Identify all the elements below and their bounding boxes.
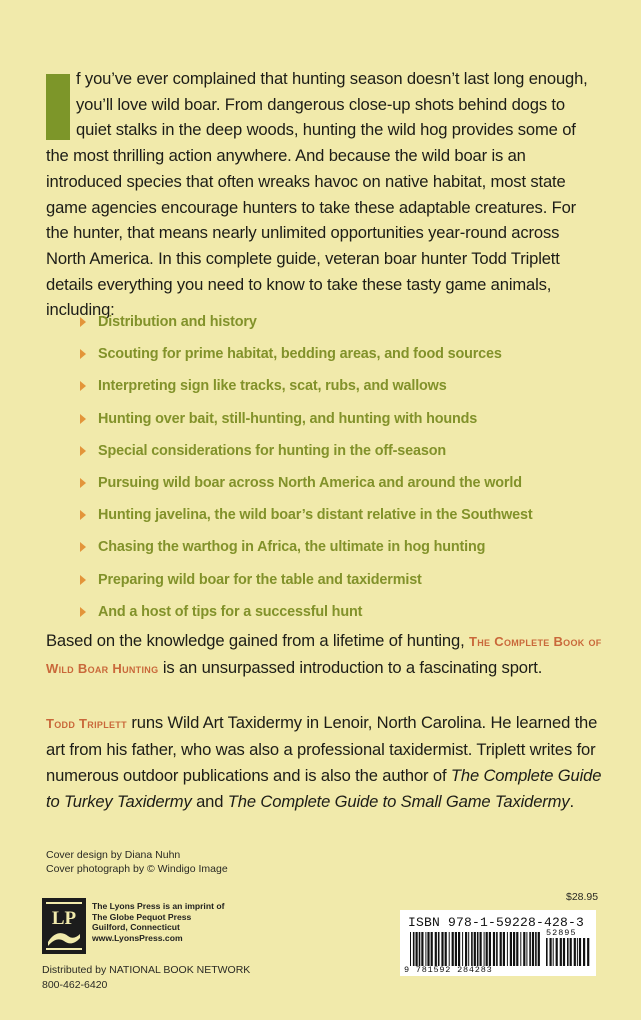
barcode-digits: 9 781592 284283 <box>404 965 493 975</box>
barcode-addon-digits: 52895 <box>546 928 577 938</box>
intro-paragraph <box>46 66 601 323</box>
other-book-title: The Complete Guide to Small Game Taxidermy <box>227 792 570 811</box>
publisher-info: The Lyons Press is an imprint of The Globe Pequot Press Guilford, Connecticut www.LyonsPress.com <box>92 901 225 943</box>
list-item: And a host of tips for a successful hunt <box>80 596 620 628</box>
list-item: Distribution and history <box>80 306 620 338</box>
isbn-barcode <box>400 910 596 976</box>
triangle-bullet-icon <box>80 478 86 488</box>
list-item: Special considerations for hunting in the off-season <box>80 435 620 467</box>
other-book-title: The Complete Guide to Turkey Taxidermy <box>46 766 602 811</box>
author-bio: Todd Triplett runs Wild Art Taxidermy in Lenoir, North Carolina. He learned the art from his father, who was also a professional taxidermist. Triplett writes for numerous outdoor publications and is also the author of The Complete Guide to Turkey Taxidermy and The Complete Guide to Small Game Taxidermy. <box>46 713 602 811</box>
triangle-bullet-icon <box>80 575 86 585</box>
publisher-block <box>42 898 302 958</box>
list-item: Hunting javelina, the wild boar’s distant relative in the Southwest <box>80 499 620 531</box>
drop-cap <box>46 74 70 140</box>
list-item: Chasing the warthog in Africa, the ultimate in hog hunting <box>80 531 620 563</box>
lyons-press-logo-icon <box>42 898 86 954</box>
triangle-bullet-icon <box>80 349 86 359</box>
triangle-bullet-icon <box>80 542 86 552</box>
list-item: Interpreting sign like tracks, scat, rubs, and wallows <box>80 370 620 402</box>
photo-credit: Cover photograph by © Windigo Image <box>46 863 228 875</box>
price: $28.95 <box>566 891 599 903</box>
intro-text: f you’ve ever complained that hunting season doesn’t last long enough, you’ll love wild boar. From dangerous close-up shots behind dogs to quiet stalks in the deep woods, hunting the wild hog provides some of the most thrilling action anywhere. And because the wild boar is an introduced species that often wreaks havoc on native habitat, most state game agencies encourage hunters to take these adaptable creatures. For the hunter, that means nearly unlimited opportunities year-round across North America. In this complete guide, veteran boar hunter Todd Triplett details everything you need to know to take these tasty game animals, including: <box>46 69 588 320</box>
author-name: Todd Triplett <box>46 716 127 731</box>
cover-credits <box>46 848 228 876</box>
triangle-bullet-icon <box>80 607 86 617</box>
logo-lettering: LP <box>51 908 77 929</box>
triangle-bullet-icon <box>80 317 86 327</box>
book-title: The Complete Book of Wild Boar Hunting <box>46 634 602 676</box>
summary-paragraph: Based on the knowledge gained from a lifetime of hunting, The Complete Book of Wild Boar Hunting is an unsurpassed introduction to a fascinating sport. <box>46 631 602 677</box>
triangle-bullet-icon <box>80 381 86 391</box>
triangle-bullet-icon <box>80 414 86 424</box>
triangle-bullet-icon <box>80 510 86 520</box>
isbn-number: ISBN 978-1-59228-428-3 <box>408 915 585 930</box>
list-item: Pursuing wild boar across North America and around the world <box>80 467 620 499</box>
feature-list <box>80 306 620 628</box>
list-item: Scouting for prime habitat, bedding areas, and food sources <box>80 338 620 370</box>
triangle-bullet-icon <box>80 446 86 456</box>
distribution-info: Distributed by NATIONAL BOOK NETWORK 800-462-6420 <box>42 964 251 991</box>
design-credit: Cover design by Diana Nuhn <box>46 849 181 861</box>
list-item: Preparing wild boar for the table and taxidermist <box>80 564 620 596</box>
list-item: Hunting over bait, still-hunting, and hunting with hounds <box>80 403 620 435</box>
